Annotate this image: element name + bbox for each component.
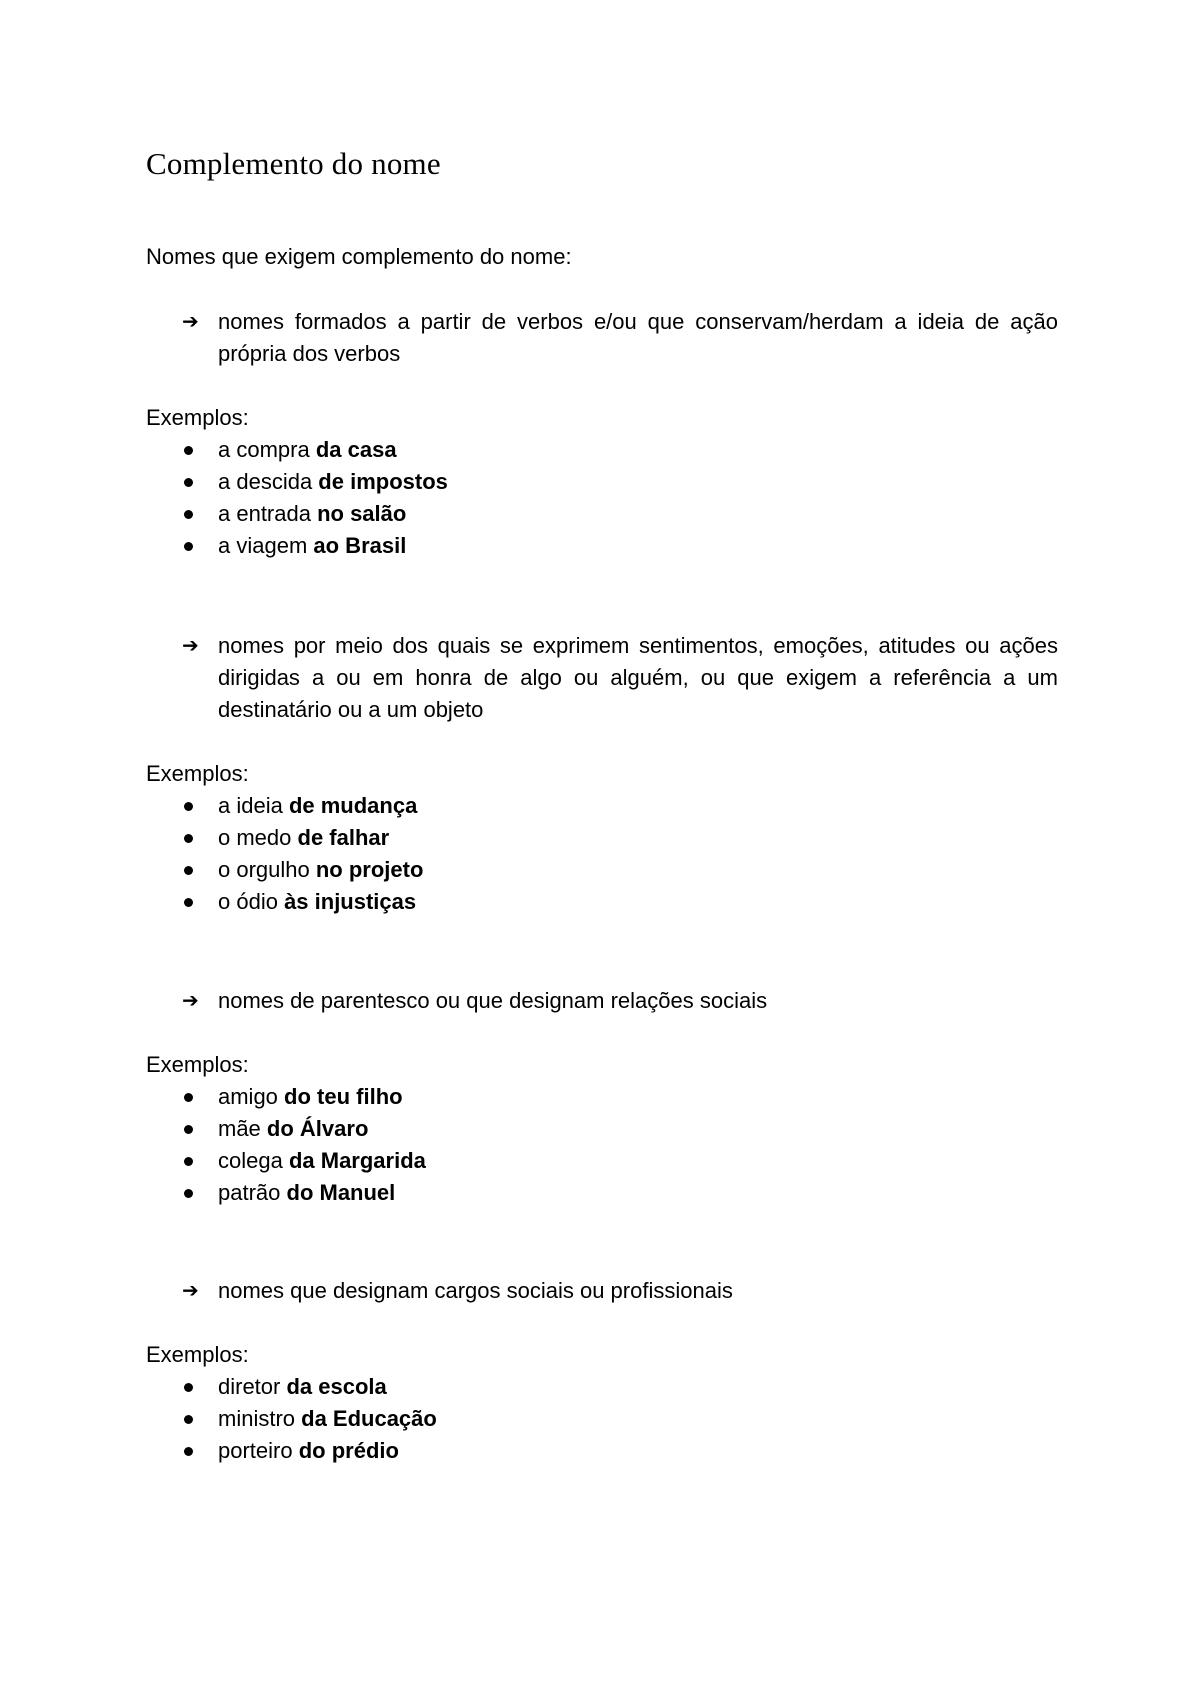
list-item (146, 886, 1058, 918)
bullet-icon (184, 802, 193, 811)
bullet-icon (184, 834, 193, 843)
examples-list (146, 790, 1058, 918)
example-plain: mãe (218, 1116, 267, 1141)
example-plain: amigo (218, 1084, 285, 1109)
section-4 (146, 1275, 1058, 1467)
example-bold: de impostos (318, 469, 448, 494)
intro-text: Nomes que exigem complemento do nome: (146, 244, 572, 269)
examples-label: Exemplos: (146, 1052, 249, 1077)
bullet-icon (184, 1447, 193, 1456)
section-3 (146, 985, 1058, 1209)
list-item (146, 1177, 1058, 1209)
example-bold: da escola (286, 1374, 387, 1399)
list-item (146, 1371, 1058, 1403)
example-bold: da casa (315, 437, 397, 462)
example-plain: a viagem (218, 533, 314, 558)
examples-list (146, 434, 1058, 562)
example-plain: porteiro (218, 1438, 299, 1463)
example-bold: às injustiças (284, 889, 417, 914)
bullet-icon (184, 1093, 193, 1102)
description-text: nomes de parentesco ou que designam relações sociais (218, 988, 768, 1013)
example-bold: no projeto (315, 857, 424, 882)
right-arrow-icon: ➔ (182, 311, 199, 333)
examples-list (146, 1081, 1058, 1209)
list-item (146, 1113, 1058, 1145)
example-bold: do Álvaro (266, 1116, 369, 1141)
bullet-icon (184, 898, 193, 907)
example-bold: da Educação (301, 1406, 437, 1431)
right-arrow-icon: ➔ (182, 1280, 199, 1302)
bullet-icon (184, 866, 193, 875)
bullet-icon (184, 478, 193, 487)
example-plain: patrão (218, 1180, 287, 1205)
section-2 (146, 630, 1058, 918)
example-plain: a descida (218, 469, 319, 494)
bullet-icon (184, 1383, 193, 1392)
list-item (146, 1145, 1058, 1177)
list-item (146, 434, 1058, 466)
list-item (146, 790, 1058, 822)
example-plain: a ideia (218, 793, 289, 818)
example-plain: a entrada (218, 501, 318, 526)
example-plain: colega (218, 1148, 289, 1173)
section-1 (146, 306, 1058, 562)
list-item (146, 822, 1058, 854)
example-bold: de mudança (288, 793, 418, 818)
bullet-icon (184, 1415, 193, 1424)
example-plain: a compra (218, 437, 316, 462)
right-arrow-icon: ➔ (182, 635, 199, 657)
section-description (146, 1275, 1058, 1307)
bullet-icon (184, 542, 193, 551)
example-bold: no salão (317, 501, 407, 526)
list-item (146, 466, 1058, 498)
examples-label: Exemplos: (146, 405, 249, 430)
examples-list (146, 1371, 1058, 1467)
bullet-icon (184, 1125, 193, 1134)
example-bold: do teu filho (284, 1084, 403, 1109)
list-item (146, 530, 1058, 562)
example-bold: ao Brasil (313, 533, 407, 558)
example-bold: da Margarida (288, 1148, 426, 1173)
section-description (146, 985, 1058, 1017)
right-arrow-icon: ➔ (182, 990, 199, 1012)
list-item (146, 1403, 1058, 1435)
examples-label: Exemplos: (146, 761, 249, 786)
example-plain: o ódio (218, 889, 285, 914)
description-text: nomes por meio dos quais se exprimem sentimentos, emoções, atitudes ou ações dirigidas a ou em honra de algo ou alguém, ou que exigem a referência a um destinatário ou a um objeto (218, 633, 1058, 722)
example-bold: de falhar (297, 825, 390, 850)
examples-label: Exemplos: (146, 1342, 249, 1367)
example-plain: o orgulho (218, 857, 316, 882)
bullet-icon (184, 446, 193, 455)
page-title: Complemento do nome (146, 146, 441, 181)
bullet-icon (184, 510, 193, 519)
list-item (146, 498, 1058, 530)
example-plain: ministro (218, 1406, 302, 1431)
example-bold: do prédio (298, 1438, 399, 1463)
description-text: nomes formados a partir de verbos e/ou que conservam/herdam a ideia de ação própria dos verbos (218, 309, 1058, 366)
list-item (146, 854, 1058, 886)
section-description (146, 630, 1058, 726)
description-text: nomes que designam cargos sociais ou profissionais (218, 1278, 733, 1303)
example-bold: do Manuel (286, 1180, 396, 1205)
bullet-icon (184, 1189, 193, 1198)
list-item (146, 1435, 1058, 1467)
bullet-icon (184, 1157, 193, 1166)
example-plain: diretor (218, 1374, 287, 1399)
list-item (146, 1081, 1058, 1113)
section-description (146, 306, 1058, 370)
example-plain: o medo (218, 825, 298, 850)
